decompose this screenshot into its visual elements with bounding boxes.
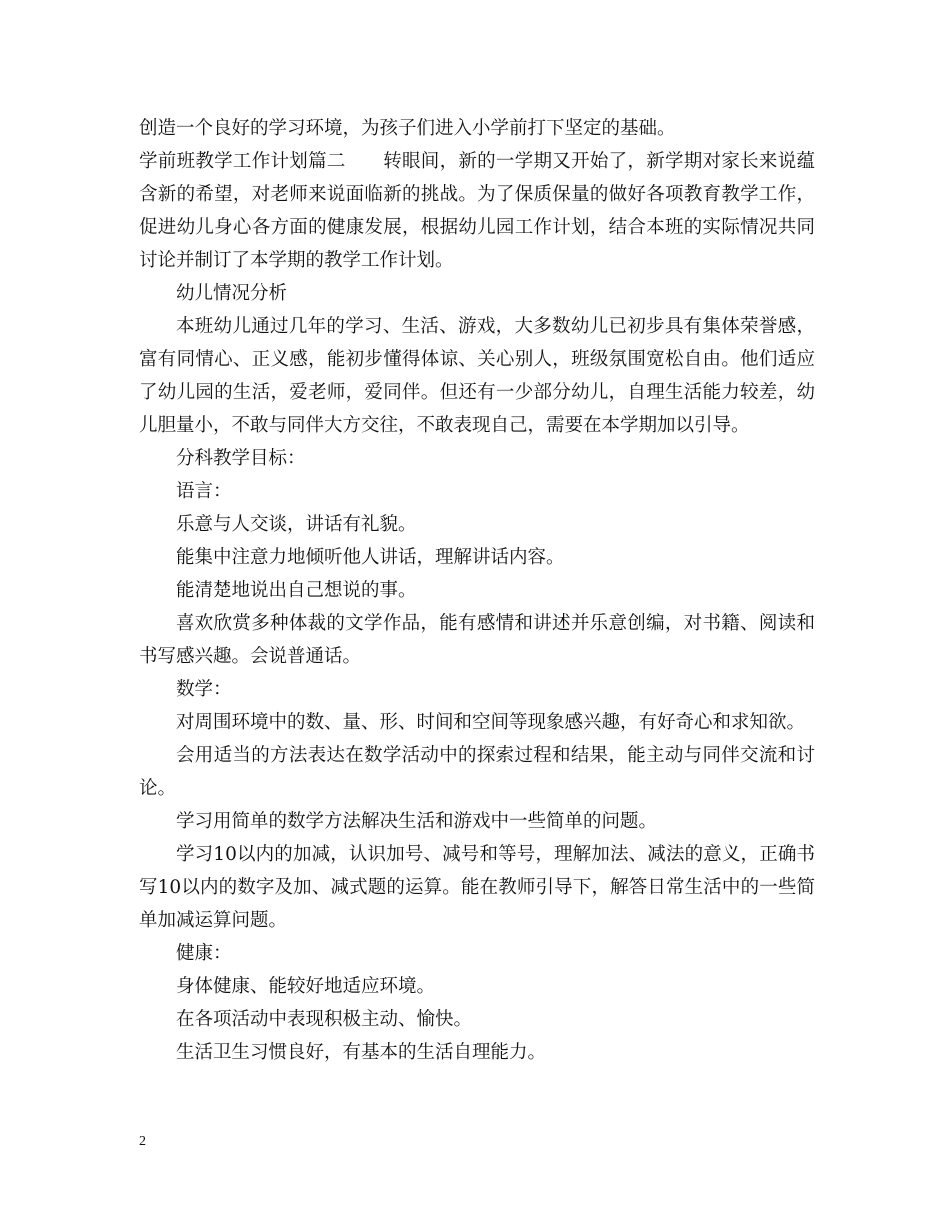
- paragraph: 学前班教学工作计划篇二 转眼间，新的一学期又开始了，新学期对家长来说蕴含新的希望，对老师来说面临新的挑战。为了保质保量的做好各项教育教学工作，促进幼儿身心各方面的健康发展，根据幼儿园工作计划，结合本班的实际情况共同讨论并制订了本学期的教学工作计划。: [139, 151, 815, 271]
- list-item: 喜欢欣赏多种体裁的文学作品，能有感情和讲述并乐意创编，对书籍、阅读和书写感兴趣。会说普通话。: [139, 613, 815, 667]
- subject-heading: 语言：: [176, 481, 232, 502]
- list-item: 能集中注意力地倾听他人讲话，理解讲话内容。: [176, 547, 565, 568]
- list-item: 学习用简单的数学方法解决生活和游戏中一些简单的问题。: [176, 811, 658, 832]
- page-number: 2: [139, 1134, 146, 1149]
- list-item: 身体健康、能较好地适应环境。: [176, 976, 436, 997]
- list-item: 乐意与人交谈，讲话有礼貌。: [176, 514, 417, 535]
- list-item: 对周围环境中的数、量、形、时间和空间等现象感兴趣，有好奇心和求知欲。: [176, 712, 806, 733]
- list-item: 在各项活动中表现积极主动、愉快。: [176, 1009, 473, 1030]
- paragraph: 创造一个良好的学习环境，为孩子们进入小学前打下坚定的基础。: [139, 118, 676, 139]
- list-item: 能清楚地说出自己想说的事。: [176, 580, 417, 601]
- list-item: 学习10以内的加减，认识加号、减号和等号，理解加法、减法的意义，正确书写10以内的数字及加、减式题的运算。能在教师引导下，解答日常生活中的一些简单加减运算问题。: [139, 844, 815, 931]
- section-heading: 分科教学目标：: [176, 448, 306, 469]
- list-item: 生活卫生习惯良好，有基本的生活自理能力。: [176, 1042, 547, 1063]
- body-text: [139, 112, 815, 1069]
- subject-heading: 健康：: [176, 943, 232, 964]
- paragraph: 本班幼儿通过几年的学习、生活、游戏，大多数幼儿已初步具有集体荣誉感，富有同情心、正义感，能初步懂得体谅、关心别人，班级氛围宽松自由。他们适应了幼儿园的生活，爱老师，爱同伴。但还有一少部分幼儿，自理生活能力较差，幼儿胆量小，不敢与同伴大方交往，不敢表现自己，需要在本学期加以引导。: [139, 316, 815, 436]
- subject-heading: 数学：: [176, 679, 232, 700]
- section-heading: 幼儿情况分析: [176, 283, 288, 304]
- list-item: 会用适当的方法表达在数学活动中的探索过程和结果，能主动与同伴交流和讨论。: [139, 745, 815, 799]
